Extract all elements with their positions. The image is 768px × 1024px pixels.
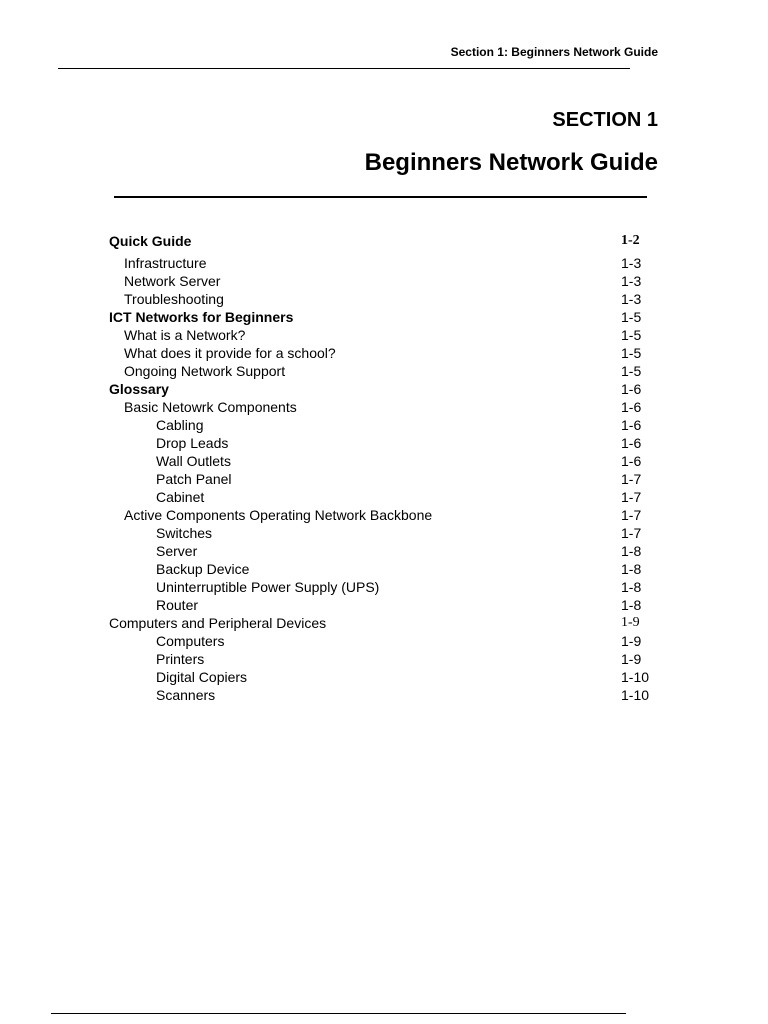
toc-entry (109, 452, 655, 470)
running-header: Section 1: Beginners Network Guide (450, 45, 658, 59)
toc-entry-title: Network Server (124, 273, 221, 289)
toc-entry (109, 434, 655, 452)
toc-entry-title: Basic Netowrk Components (124, 399, 297, 415)
toc-entry-page: 1-8 (621, 597, 642, 613)
toc-entry-title: What is a Network? (124, 327, 246, 343)
toc-entry-title: Quick Guide (109, 233, 192, 249)
toc-entry (109, 596, 655, 614)
toc-entry-page: 1-2 (621, 233, 640, 248)
toc-entry-page: 1-5 (621, 309, 642, 325)
toc-entry-page: 1-8 (621, 543, 642, 559)
toc-entry-title: Switches (156, 525, 213, 541)
toc-entry (109, 398, 655, 416)
toc-entry-title: Computers and Peripheral Devices (109, 615, 327, 631)
footer-divider (51, 1013, 626, 1014)
table-of-contents (109, 232, 655, 704)
toc-entry-title: Printers (156, 651, 205, 667)
toc-entry (109, 380, 655, 398)
toc-entry-page: 1-3 (621, 291, 642, 307)
toc-entry-page: 1-8 (621, 579, 642, 595)
toc-entry (109, 254, 655, 272)
toc-entry-page: 1-6 (621, 417, 642, 433)
toc-entry-title: What does it provide for a school? (124, 345, 336, 361)
toc-entry (109, 560, 655, 578)
toc-entry (109, 308, 655, 326)
toc-entry (109, 542, 655, 560)
toc-entry-title: Scanners (156, 687, 216, 703)
toc-entry-page: 1-5 (621, 345, 642, 361)
toc-entry-page: 1-7 (621, 507, 642, 523)
toc-entry (109, 632, 655, 650)
toc-entry-page: 1-6 (621, 399, 642, 415)
toc-entry (109, 344, 655, 362)
toc-entry-title: Ongoing Network Support (124, 363, 286, 379)
toc-entry-page: 1-7 (621, 525, 642, 541)
toc-entry (109, 362, 655, 380)
toc-entry-title: Computers (156, 633, 225, 649)
toc-entry-title: Digital Copiers (156, 669, 248, 685)
title-divider (114, 196, 647, 198)
toc-entry-page: 1-3 (621, 273, 642, 289)
toc-entry-title: Uninterruptible Power Supply (UPS) (156, 579, 380, 595)
toc-entry-title: Troubleshooting (124, 291, 224, 307)
toc-entry (109, 506, 655, 524)
toc-entry-page: 1-10 (621, 669, 650, 685)
toc-entry-title: Wall Outlets (156, 453, 231, 469)
toc-entry-title: Backup Device (156, 561, 250, 577)
toc-entry (109, 232, 655, 254)
toc-entry (109, 290, 655, 308)
toc-entry (109, 272, 655, 290)
toc-entry (109, 488, 655, 506)
toc-entry-page: 1-10 (621, 687, 650, 703)
toc-entry-title: Cabinet (156, 489, 205, 505)
toc-entry (109, 416, 655, 434)
toc-entry-page: 1-5 (621, 363, 642, 379)
toc-entry-page: 1-8 (621, 561, 642, 577)
toc-entry-page: 1-9 (621, 651, 642, 667)
toc-entry (109, 470, 655, 488)
toc-entry-page: 1-6 (621, 381, 642, 397)
toc-entry-title: Server (156, 543, 198, 559)
toc-entry-page: 1-6 (621, 453, 642, 469)
header-divider (58, 68, 630, 69)
toc-entry-title: Drop Leads (156, 435, 229, 451)
toc-entry-page: 1-5 (621, 327, 642, 343)
toc-entry-title: Glossary (109, 381, 169, 397)
section-label: SECTION 1 (552, 109, 658, 131)
toc-entry-title: Patch Panel (156, 471, 232, 487)
toc-entry-page: 1-7 (621, 471, 642, 487)
toc-entry (109, 686, 655, 704)
toc-entry-page: 1-9 (621, 633, 642, 649)
toc-entry-page: 1-3 (621, 255, 642, 271)
toc-entry (109, 524, 655, 542)
toc-entry (109, 668, 655, 686)
toc-entry (109, 578, 655, 596)
toc-entry-page: 1-7 (621, 489, 642, 505)
toc-entry-page: 1-9 (621, 615, 640, 630)
section-title: Beginners Network Guide (364, 149, 658, 176)
toc-entry-page: 1-6 (621, 435, 642, 451)
toc-entry (109, 650, 655, 668)
toc-entry-title: ICT Networks for Beginners (109, 309, 294, 325)
toc-entry-title: Active Components Operating Network Backbone (124, 507, 433, 523)
toc-entry (109, 326, 655, 344)
toc-entry-title: Router (156, 597, 199, 613)
toc-entry-title: Cabling (156, 417, 204, 433)
toc-entry-title: Infrastructure (124, 255, 207, 271)
toc-entry (109, 614, 655, 632)
